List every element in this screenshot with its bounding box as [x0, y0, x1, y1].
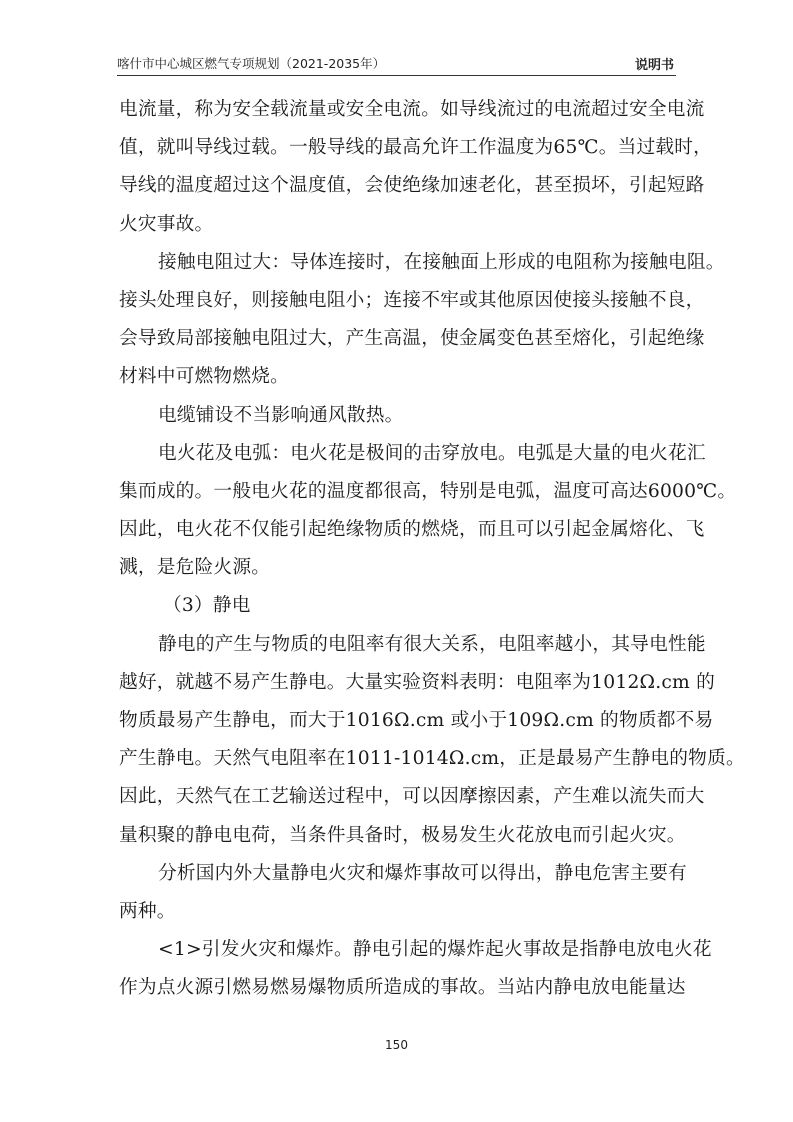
body-text	[119, 91, 745, 1008]
paragraph-start: <1>引发火灾和爆炸。静电引起的爆炸起火事故是指静电放电火花	[158, 939, 712, 961]
text-line: 两种。	[119, 900, 176, 922]
text-line: 产生静电。天然气电阻率在1011-1014Ω.cm，正是最易产生静电的物质。	[119, 748, 745, 770]
paragraph-start: 电火花及电弧：电火花是极间的击穿放电。电弧是大量的电火花汇	[158, 442, 706, 464]
paragraph-start: 电缆铺设不当影响通风散热。	[158, 404, 404, 426]
text-line: 材料中可燃物燃烧。	[119, 366, 289, 388]
page-number: 150	[385, 1038, 408, 1052]
document-title: 喀什市中心城区燃气专项规划（2021-2035年）	[117, 56, 386, 71]
paragraph-start: 静电的产生与物质的电阻率有很大关系，电阻率越小，其导电性能	[158, 633, 706, 655]
text-line: 电流量，称为安全载流量或安全电流。如导线流过的电流超过安全电流	[119, 99, 705, 120]
section-label: 说明书	[634, 58, 674, 73]
text-line: 物质最易产生静电，而大于1016Ω.cm 或小于109Ω.cm 的物质都不易	[119, 710, 714, 731]
text-line: 因此，天然气在工艺输送过程中，可以因摩擦因素，产生难以流失而大	[119, 786, 705, 808]
text-line: 集而成的。一般电火花的温度都很高，特别是电弧，温度可高达6000℃。	[119, 480, 737, 502]
text-line: 会导致局部接触电阻过大，产生高温，使金属变色甚至熔化，引起绝缘	[119, 328, 705, 350]
text-line: 接头处理良好，则接触电阻小；连接不牢或其他原因使接头接触不良，	[119, 289, 705, 311]
paragraph-start: 分析国内外大量静电火灾和爆炸事故可以得出，静电危害主要有	[158, 862, 687, 884]
header-divider	[117, 75, 676, 76]
text-line: 值，就叫导线过载。一般导线的最高允许工作温度为65℃。当过载时，	[119, 137, 713, 159]
text-line: 因此，电火花不仅能引起绝缘物质的燃烧，而且可以引起金属熔化、飞	[119, 519, 705, 541]
paragraph-start: 接触电阻过大：导体连接时，在接触面上形成的电阻称为接触电阻。	[158, 251, 725, 273]
page-header	[117, 52, 676, 76]
text-line: 越好，就越不易产生静电。大量实验资料表明：电阻率为1012Ω.cm 的	[119, 671, 715, 693]
text-line: 量积聚的静电电荷，当条件具备时，极易发生火花放电而引起火灾。	[119, 824, 686, 846]
text-line: 火灾事故。	[119, 213, 214, 235]
text-line: 溅，是危险火源。	[119, 557, 271, 579]
text-line: 作为点火源引燃易燃易爆物质所造成的事故。当站内静电放电能量达	[119, 977, 686, 999]
text-line: 导线的温度超过这个温度值，会使绝缘加速老化，甚至损坏，引起短路	[119, 175, 705, 197]
section-heading: （3）静电	[163, 595, 251, 617]
